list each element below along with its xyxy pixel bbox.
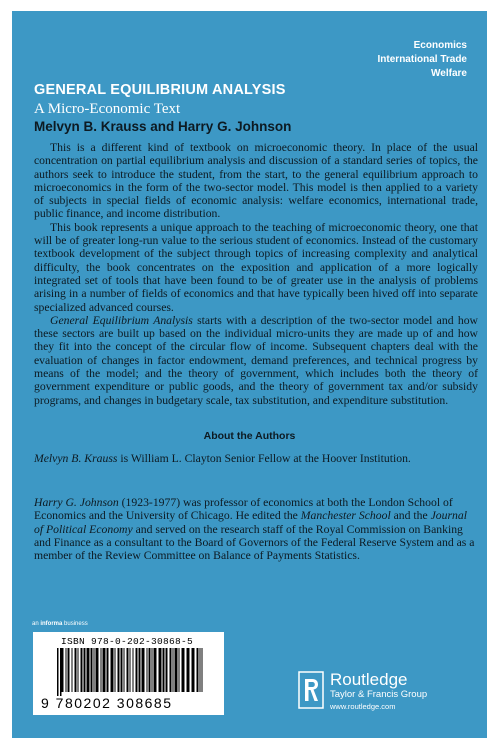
bio-johnson-text-3: and served on the research staff of the Royal Commission on Banking and Finance as a consultant to the Board of Governors of the Federal Reserve System and as a member of the Review Committee on Balance of Payments Statistics. — [34, 522, 475, 563]
publisher-group: Taylor & Francis Group — [330, 689, 428, 700]
informa-business-tag — [32, 621, 88, 627]
bio-krauss — [34, 452, 478, 465]
description-paragraph-2: This book represents a unique approach to the teaching of microeconomic theory, one that will be of greater long-run value to the serious student of economics. Instead of the customary textbook development of the subject through topics of increasing complexity and analytical difficulty, the book concentrates on the exposition and application of a more logically integrated set of tools that have been found to be of greater use in the analysis of problems arising in a number of fields of economics and that have typically been hived off into separate specialized advanced courses. — [34, 220, 478, 314]
informa-brand: informa — [40, 621, 63, 627]
back-cover — [12, 11, 487, 738]
subject-list — [378, 39, 467, 81]
informa-suffix: business — [62, 621, 88, 627]
description — [34, 141, 478, 407]
book-title: GENERAL EQUILIBRIUM ANALYSIS — [34, 82, 286, 98]
barcode-number: 9 780202 308685 — [41, 695, 173, 711]
description-paragraph-3 — [34, 314, 478, 407]
book-authors: Melvyn B. Krauss and Harry G. Johnson — [34, 119, 292, 134]
publisher-name: Routledge — [330, 670, 408, 689]
bio-johnson-text-1: (1923-1977) was professor of economics at both the London School of Economics and the University of Chicago. He edited the — [34, 496, 453, 523]
bio-johnson — [34, 496, 478, 562]
description-paragraph-3-text: starts with a description of the two-sector model and how these sectors are built up based on the individual micro-units they are made up of and how they fit into the concept of the circular flow of income. Subsequent chapters deal with the evaluation of changes in factor endowment, demand preferences, and technical progress by means of the model; and the theory of government, which includes both the theory of government expenditure or public goods, and the theory of government tax and/or subsidy programs, and changes in budgetary scale, tax substitution, and expenditure substitution. — [34, 313, 478, 407]
bio-krauss-text: is William L. Clayton Senior Fellow at the Hoover Institution. — [117, 452, 411, 465]
isbn-barcode — [33, 632, 224, 715]
subject-welfare: Welfare — [431, 68, 467, 79]
subject-economics: Economics — [413, 40, 467, 51]
routledge-logo-icon — [298, 671, 324, 709]
isbn-label: ISBN 978-0-202-30868-5 — [61, 636, 194, 647]
journal-manchester-school: Manchester School — [300, 509, 391, 523]
about-authors-heading: About the Authors — [203, 430, 296, 442]
publisher-url[interactable]: www.routledge.com — [330, 702, 396, 711]
informa-prefix: an — [32, 621, 41, 627]
book-title-reference: General Equilibrium Analysis — [50, 313, 193, 327]
bio-krauss-name: Melvyn B. Krauss — [34, 452, 118, 465]
bio-johnson-text-2: and the — [390, 509, 431, 523]
description-paragraph-1: This is a different kind of textbook on microeconomic theory. In place of the usual concentration on partial equilibrium analysis and discussion of a standard series of topics, the authors seek to introduce the student, from the start, to the general equilibrium approach to microeconomics in the form of the two-sector model. This model is then applied to a variety of subjects in special fields of economic analysis: welfare economics, international trade, public finance, and income distribution. — [34, 141, 478, 221]
subject-international-trade: International Trade — [377, 54, 467, 65]
barcode-bars — [57, 648, 207, 696]
publisher-block — [330, 670, 427, 712]
bio-johnson-name: Harry G. Johnson — [34, 496, 119, 509]
journal-political-economy: Journal of Political Economy — [34, 509, 467, 536]
book-subtitle: A Micro-Economic Text — [34, 101, 181, 117]
